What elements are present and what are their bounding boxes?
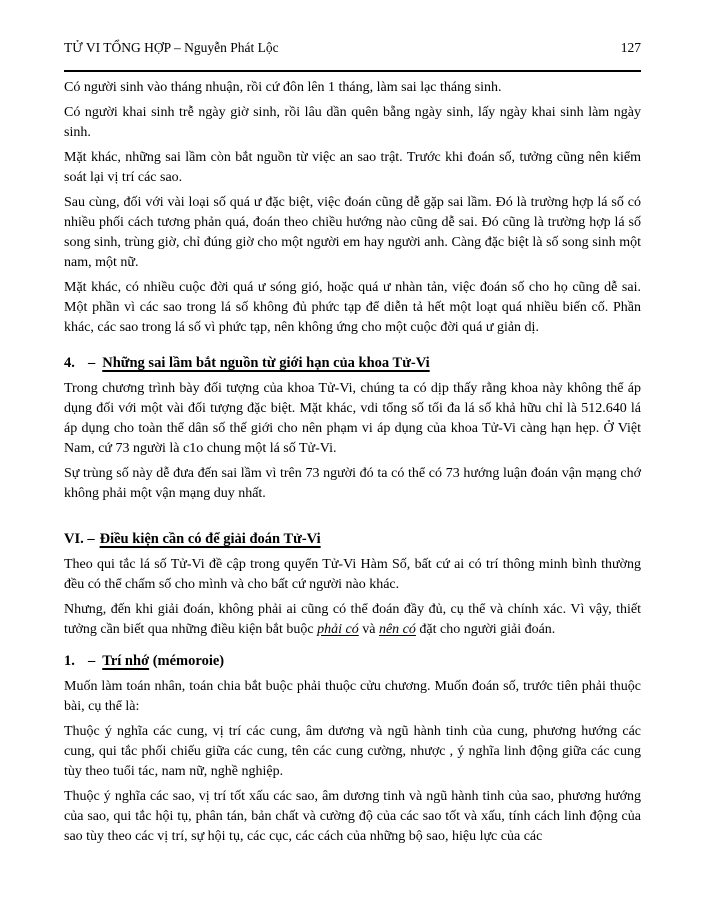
header-rule: [64, 70, 641, 72]
section-vi-title: Điều kiện cần có để giải đoán Tử-Vi: [99, 531, 321, 547]
page-content: [64, 78, 641, 847]
section-vi-heading: [64, 529, 641, 549]
condition-must-have: phải có: [317, 622, 359, 637]
page-header: [64, 40, 641, 56]
paragraph-intro-3: Mặt khác, những sai lầm còn bắt nguồn từ việc an sao trật. Trước khi đoán số, tưởng cũng nên kiểm soát lại vị trí các sao.: [64, 150, 641, 185]
paragraph-sectionVI-1: Theo qui tắc lá số Tử-Vi đề cập trong quyển Tử-Vi Hàm Số, bất cứ ai có trí thông minh bình thường đều có thể chấm số cho mình và cho bất cứ người nào khác.: [64, 557, 641, 592]
paragraph-memory-1: Muốn làm toán nhân, toán chia bắt buộc phải thuộc cửu chương. Muốn đoán số, trước tiên phải thuộc bài, cụ thể là:: [64, 679, 641, 714]
paragraph-section4-1: Trong chương trình bày đối tượng của khoa Tử-Vi, chúng ta có dịp thấy rằng khoa này không thể áp dụng đối với một vài đối tượng đặc biệt. Mặt khác, vdi tổng số tối đa lá số khả hữu chỉ là 512.640 lá áp dụng cho toàn thể dân số thế giới cho nên phạm vi áp dụng của khoa Tử-Vi càng hạn hẹp. Ở Việt Nam, cứ 73 người là c1o chung một lá số Tử-Vi.: [64, 381, 641, 456]
paragraph-memory-3: Thuộc ý nghĩa các sao, vị trí tốt xấu các sao, âm dương tinh và ngũ hành tinh của sao, phương hướng của sao, qui tắc hội tụ, phân tán, bản chất và cường độ của các sao tốt và xấu, tính cách linh động của sao tùy theo các vị trí, sự hội tụ, các cục, các cách của những bộ sao, hiệu lực của các: [64, 789, 641, 844]
running-title: TỬ VI TỔNG HỢP – Nguyễn Phát Lộc: [64, 40, 279, 55]
subsection-1-number: 1.: [64, 653, 75, 669]
subsection-1-suffix: (mémoroie): [149, 653, 225, 669]
paragraph-section4-2: Sự trùng số này dễ đưa đến sai lầm vì trên 73 người đó ta có thể có 73 hướng luận đoán vận mạng chớ không phải một vận mạng duy nhất.: [64, 466, 641, 501]
paragraph-intro-5: Mặt khác, có nhiều cuộc đời quá ư sóng gió, hoặc quá ư nhàn tản, việc đoán số cho họ cũng dễ sai. Một phần vì các sao trong lá số không đủ phức tạp để diễn tả hết một loạt quá nhiều biến cố. Phần khác, các sao trong lá số vì phức tạp, nên không ứng cho một cuộc đời quá ư giản dị.: [64, 280, 641, 335]
subsection-1-dash: –: [88, 653, 96, 669]
conditions-mid: và: [358, 622, 379, 637]
page-number: 127: [620, 40, 641, 55]
paragraph-intro-2: Có người khai sinh trễ ngày giờ sinh, rồi lâu dần quên bẵng ngày sinh, lấy ngày khai sinh làm ngày sinh.: [64, 105, 641, 140]
section-4-dash: –: [88, 355, 96, 371]
paragraph-memory-2: Thuộc ý nghĩa các cung, vị trí các cung, âm dương và ngũ hành tinh của cung, phương hướng các cung, qui tắc phối chiếu giữa các cung, tên các cung cường, nhược , ý nghĩa linh động giữa các cung tùy theo tuổi tác, nam nữ, nghề nghiệp.: [64, 724, 641, 779]
conditions-tail: đặt cho người giải đoán.: [415, 622, 556, 637]
section-vi-number: VI. –: [64, 531, 95, 547]
section-4-title: Những sai lầm bắt nguồn từ giới hạn của khoa Tử-Vi: [102, 355, 430, 371]
paragraph-sectionVI-2: [64, 600, 641, 640]
paragraph-intro-1: Có người sinh vào tháng nhuận, rồi cứ đôn lên 1 tháng, làm sai lạc tháng sinh.: [64, 80, 502, 95]
condition-should-have: nên có: [378, 622, 416, 637]
section-4-heading: [64, 353, 641, 373]
section-4-number: 4.: [64, 355, 75, 371]
conditions-lead: Nhưng, đến khi giải đoán, không phải ai cũng có thể đoán đầy đủ, cụ thể và chính xác. Vì vậy, thiết tưởng cần biết qua những điều kiện bắt buộc: [64, 602, 641, 637]
subsection-1-heading: [64, 651, 641, 671]
paragraph-intro-4: Sau cùng, đối với vài loại số quá ư đặc biệt, việc đoán cũng dễ gặp sai lầm. Đó là trường hợp lá số có nhiều phối cách tương phản quá, đoán theo chiều hướng nào cũng dễ sai. Đó cũng là trường hợp lá số song sinh, trùng giờ, chỉ đúng giờ cho một người em hay người anh. Càng đặc biệt là số song sinh một nam, một nữ.: [64, 195, 641, 270]
subsection-1-title: Trí nhớ: [102, 653, 150, 669]
